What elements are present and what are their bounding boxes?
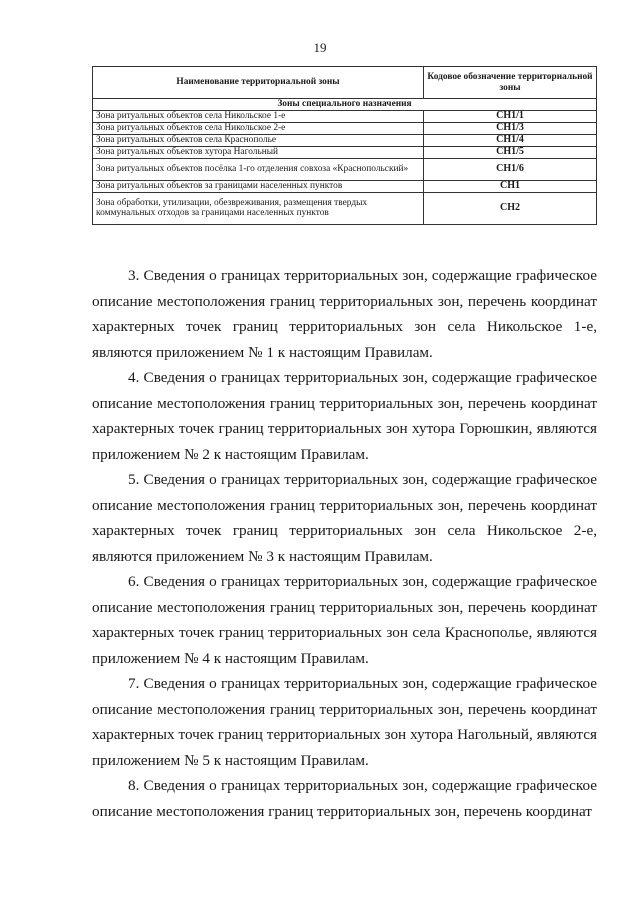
table-row [93, 122, 597, 134]
zone-name-cell: Зона ритуальных объектов хутора Нагольный [93, 146, 424, 158]
zone-code-cell: СН1/1 [424, 110, 597, 122]
zone-code-cell: СН1/5 [424, 146, 597, 158]
zone-name-cell: Зона обработки, утилизации, обезвреживания, размещения твердых коммунальных отходов за границами населенных пунктов [93, 192, 424, 224]
zone-code-cell: СН2 [424, 192, 597, 224]
paragraph-6: 6. Сведения о границах территориальных зон, содержащие графическое описание местоположения границ территориальных зон, перечень координат характерных точек границ территориальных зон села Краснополье, являются приложением № 4 к настоящим Правилам. [92, 573, 597, 667]
paragraph-5: 5. Сведения о границах территориальных зон, содержащие графическое описание местоположения границ территориальных зон, перечень координат характерных точек границ территориальных зон села Никольское 2-е, являются приложением № 3 к настоящим Правилам. [92, 471, 597, 565]
zone-code-cell: СН1/3 [424, 122, 597, 134]
zone-code-cell: СН1/6 [424, 158, 597, 180]
paragraph-7: 7. Сведения о границах территориальных зон, содержащие графическое описание местоположения границ территориальных зон, перечень координат характерных точек границ территориальных зон хутора Нагольный, являются приложением № 5 к настоящим Правилам. [92, 675, 597, 769]
table-row [93, 134, 597, 146]
table-row [93, 110, 597, 122]
paragraph-4: 4. Сведения о границах территориальных зон, содержащие графическое описание местоположения границ территориальных зон, перечень координат характерных точек границ территориальных зон хутора Горюшкин, являются приложением № 2 к настоящим Правилам. [92, 369, 597, 463]
zone-name-cell: Зона ритуальных объектов посёлка 1-го отделения совхоза «Краснопольский» [93, 158, 424, 180]
paragraph-3: 3. Сведения о границах территориальных зон, содержащие графическое описание местоположения границ территориальных зон, перечень координат характерных точек границ территориальных зон села Никольское 1-е, являются приложением № 1 к настоящим Правилам. [92, 267, 597, 361]
zone-code-cell: СН1 [424, 180, 597, 192]
table-row [93, 180, 597, 192]
table-row [93, 146, 597, 158]
zone-name-cell: Зона ритуальных объектов села Краснополье [93, 134, 424, 146]
page-number: 19 [313, 40, 327, 55]
zones-table [92, 66, 597, 225]
zone-name-cell: Зона ритуальных объектов села Никольское 2-е [93, 122, 424, 134]
header-zone-name: Наименование территориальной зоны [93, 67, 424, 99]
table-header-row [93, 67, 597, 99]
zone-name-cell: Зона ритуальных объектов села Никольское 1-е [93, 110, 424, 122]
zone-name-cell: Зона ритуальных объектов за границами населенных пунктов [93, 180, 424, 192]
body-text [92, 263, 597, 824]
section-title: Зоны специального назначения [93, 99, 597, 111]
table-row [93, 192, 597, 224]
table-row [93, 158, 597, 180]
header-zone-code: Кодовое обозначение территориальной зоны [424, 67, 597, 99]
zone-code-cell: СН1/4 [424, 134, 597, 146]
paragraph-8: 8. Сведения о границах территориальных зон, содержащие графическое описание местоположения границ территориальных зон, перечень координат [92, 777, 597, 820]
table-section-row [93, 99, 597, 111]
